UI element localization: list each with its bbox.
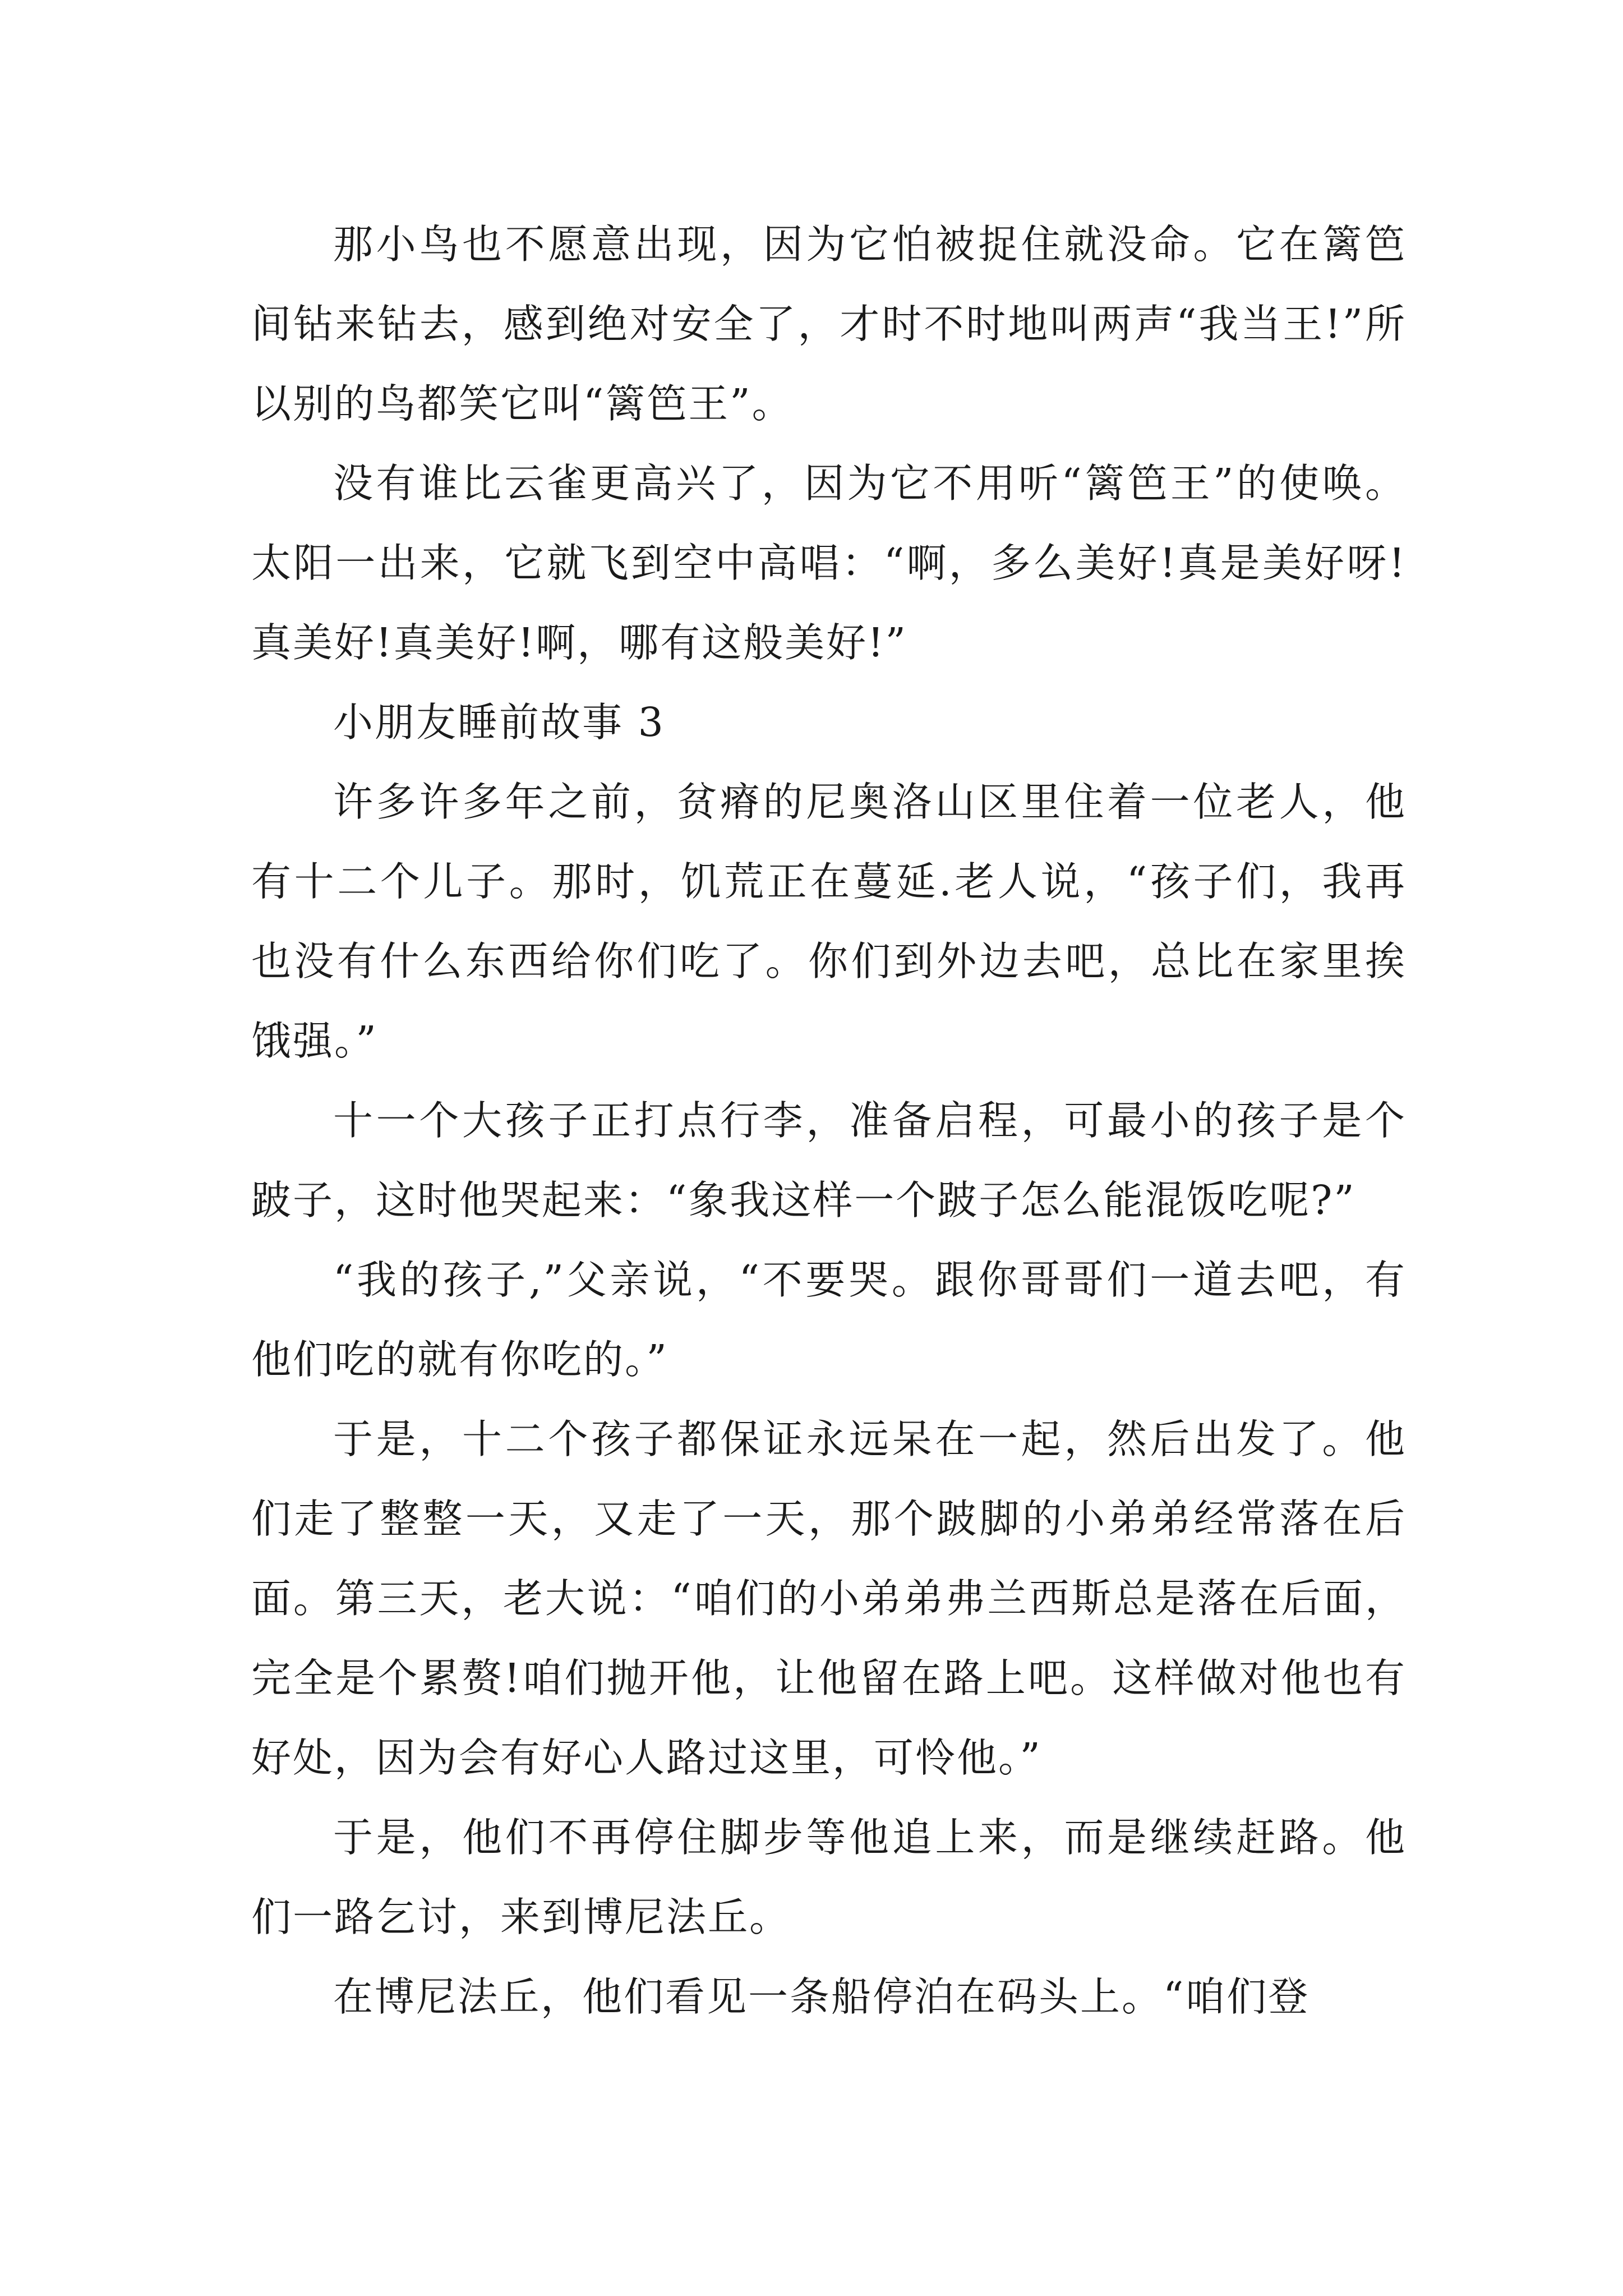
story-paragraph: 十一个大孩子正打点行李，准备启程，可最小的孩子是个跛子，这时他哭起来：“象我这样一个跛子怎么能混饭吃呢?” [251, 1097, 1407, 1223]
story-paragraph: 在博尼法丘，他们看见一条船停泊在码头上。“咱们登 [333, 1973, 1310, 2020]
document-body [251, 205, 1407, 2037]
section-heading: 小朋友睡前故事 3 [333, 699, 665, 746]
paragraph-hedge-king: 那小鸟也不愿意出现，因为它怕被捉住就没命。它在篱笆间钻来钻去，感到绝对安全了，才时不时地叫两声“我当王!”所以别的鸟都笑它叫“篱笆王”。 [251, 221, 1407, 427]
story-paragraph: 许多许多年之前，贫瘠的尼奥洛山区里住着一位老人，他有十二个儿子。那时，饥荒正在蔓延.老人说，“孩子们，我再也没有什么东西给你们吃了。你们到外边去吧，总比在家里挨饿强。” [251, 779, 1407, 1064]
paragraph-lark: 没有谁比云雀更高兴了，因为它不用听“篱笆王”的使唤。太阳一出来，它就飞到空中高唱：“啊，多么美好!真是美好呀!真美好!真美好!啊，哪有这般美好!” [251, 460, 1407, 666]
story-paragraph: “我的孩子,”父亲说，“不要哭。跟你哥哥们一道去吧，有他们吃的就有你吃的。” [251, 1257, 1407, 1383]
story-paragraph: 于是，他们不再停住脚步等他追上来，而是继续赶路。他们一路乞讨，来到博尼法丘。 [251, 1814, 1407, 1940]
story-paragraph: 于是，十二个孩子都保证永远呆在一起，然后出发了。他们走了整整一天，又走了一天，那个跛脚的小弟弟经常落在后面。第三天，老大说：“咱们的小弟弟弗兰西斯总是落在后面，完全是个累赘!咱们抛开他，让他留在路上吧。这样做对他也有好处，因为会有好心人路过这里，可怜他。” [251, 1416, 1407, 1781]
